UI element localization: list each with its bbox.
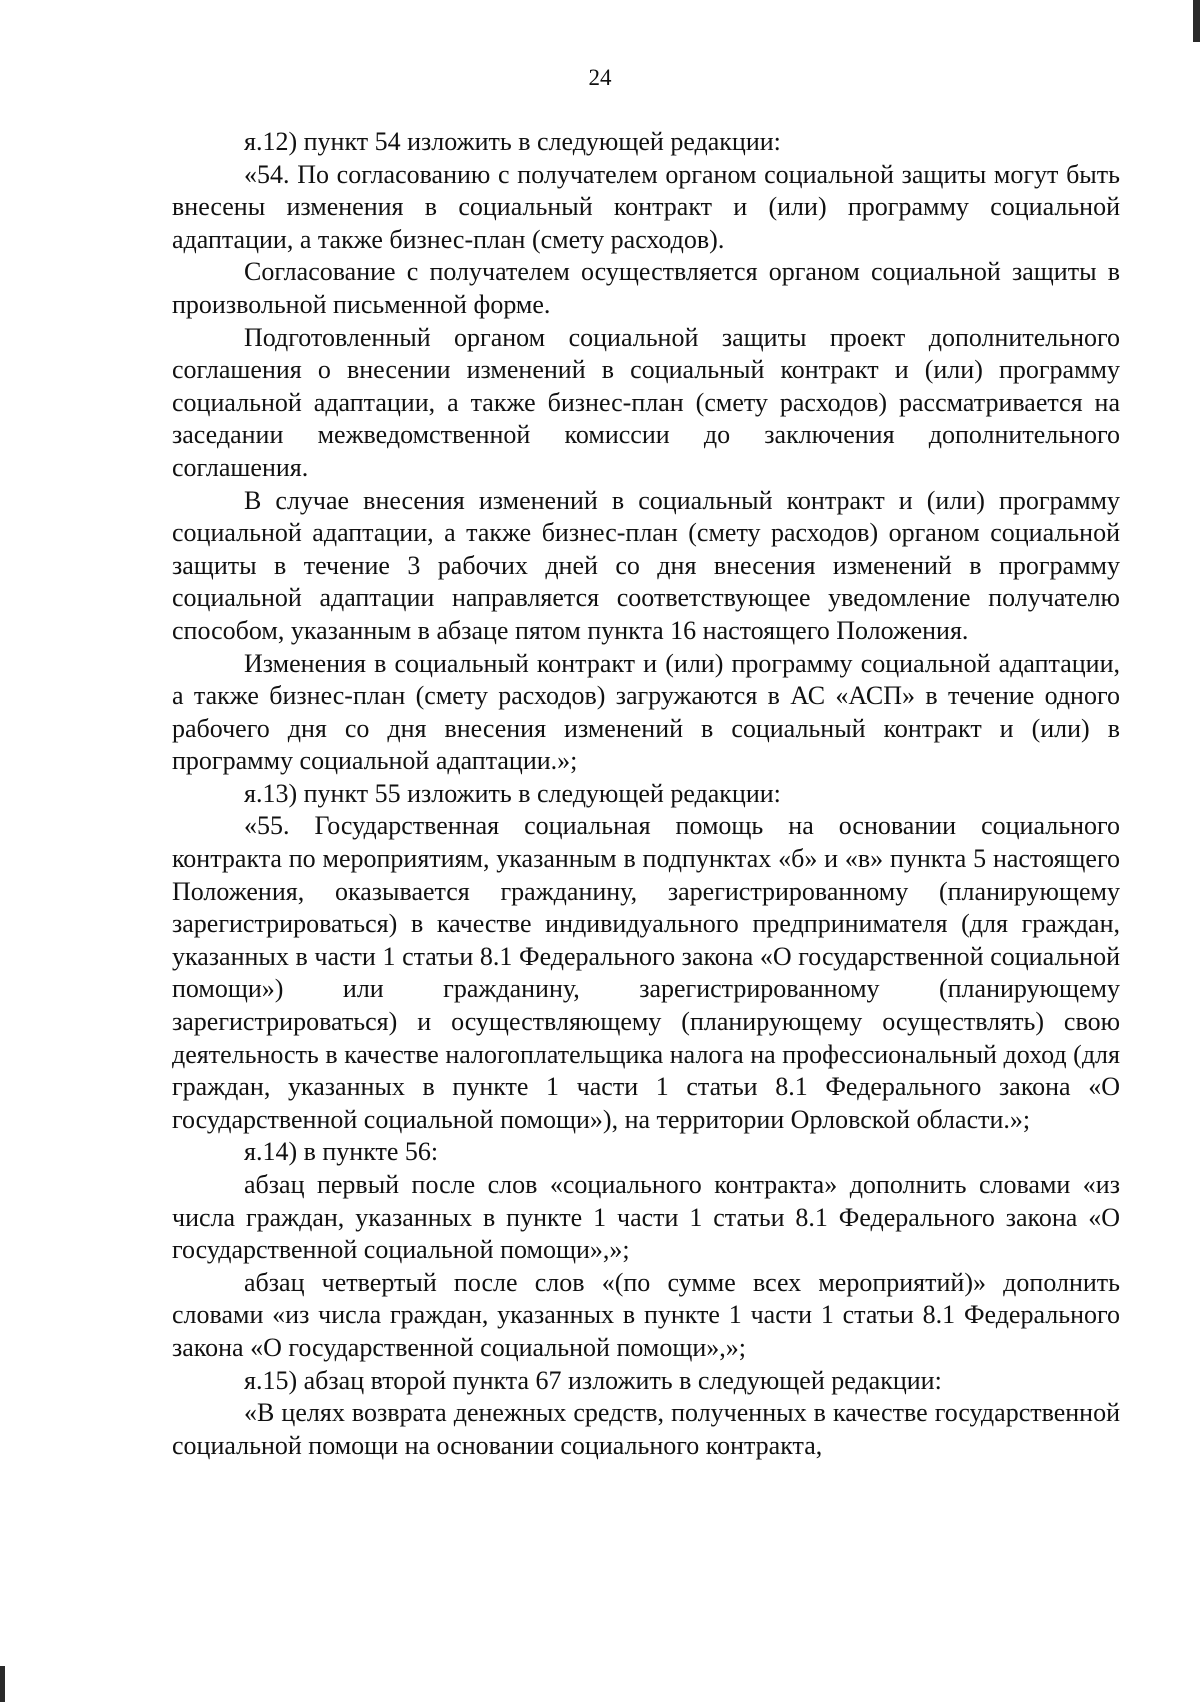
paragraph: я.14) в пункте 56: (244, 1137, 439, 1167)
paragraph: я.13) пункт 55 изложить в следующей редакции: (244, 778, 781, 808)
paragraph: я.15) абзац второй пункта 67 изложить в следующей редакции: (244, 1365, 942, 1395)
scan-edge-mark (1193, 0, 1200, 42)
paragraph: «54. По согласованию с получателем органом социальной защиты могут быть внесены изменения в социальный контракт и (или) программу социальной адаптации, а также бизнес-план (смету расходов). (172, 159, 1120, 254)
document-body (172, 126, 1120, 1462)
paragraph: В случае внесения изменений в социальный контракт и (или) программу социальной адаптации, а также бизнес-план (смету расходов) органом социальной защиты в течение 3 рабочих дней со дня внесения изменений в программу социальной адаптации направляется соответствующее уведомление получателю способом, указанным в абзаце пятом пункта 16 настоящего Положения. (172, 485, 1120, 645)
paragraph: абзац первый после слов «социального контракта» дополнить словами «из числа граждан, указанных в пункте 1 части 1 статьи 8.1 Федерального закона «О государственной социальной помощи»,»; (172, 1170, 1120, 1265)
scan-edge-mark (0, 1666, 5, 1702)
page-number: 24 (588, 65, 612, 90)
paragraph: Согласование с получателем осуществляется органом социальной защиты в произвольной письменной форме. (172, 257, 1120, 319)
paragraph: «В целях возврата денежных средств, полученных в качестве государственной социальной помощи на основании социального контракта, (172, 1398, 1120, 1460)
paragraph: абзац четвертый после слов «(по сумме всех мероприятий)» дополнить словами «из числа граждан, указанных в пункте 1 части 1 статьи 8.1 Федерального закона «О государственной социальной помощи»,»; (172, 1267, 1120, 1362)
paragraph: я.12) пункт 54 изложить в следующей редакции: (244, 127, 781, 156)
paragraph: Изменения в социальный контракт и (или) программу социальной адаптации, а также бизнес-план (смету расходов) загружаются в АС «АСП» в течение одного рабочего дня со дня внесения изменений в социальный контракт и (или) в программу социальной адаптации.»; (172, 648, 1120, 776)
paragraph: «55. Государственная социальная помощь на основании социального контракта по мероприятиям, указанным в подпунктах «б» и «в» пункта 5 настоящего Положения, оказывается гражданину, зарегистрированному (планирующему зарегистрироваться) в качестве индивидуального предпринимателя (для граждан, указанных в части 1 статьи 8.1 Федерального закона «О государственной социальной помощи») или гражданину, зарегистрированному (планирующему зарегистрироваться) и осуществляющему (планирующему осуществлять) свою деятельность в качестве налогоплательщика налога на профессиональный доход (для граждан, указанных в пункте 1 части 1 статьи 8.1 Федерального закона «О государственной социальной помощи»), на территории Орловской области.»; (172, 811, 1120, 1134)
paragraph: Подготовленный органом социальной защиты проект дополнительного соглашения о внесении изменений в социальный контракт и (или) программу социальной адаптации, а также бизнес-план (смету расходов) рассматривается на заседании межведомственной комиссии до заключения дополнительного соглашения. (172, 322, 1120, 482)
